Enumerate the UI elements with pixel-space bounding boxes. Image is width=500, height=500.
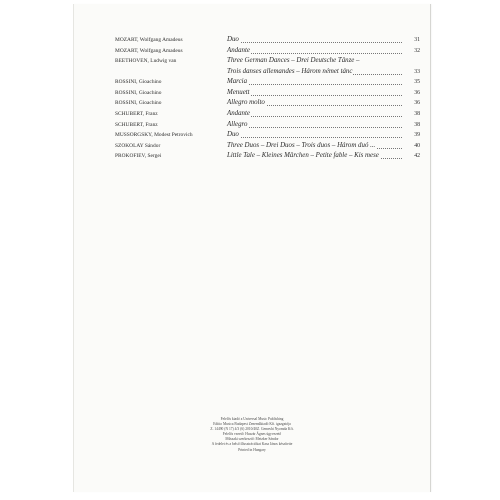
toc-composer: PROKOFIEV, Sergei xyxy=(115,153,162,160)
toc-title-line xyxy=(227,67,420,78)
toc-title-line xyxy=(227,88,420,99)
toc-composer: MOZART, Wolfgang Amadeus xyxy=(115,47,183,54)
dot-leader xyxy=(227,95,402,96)
toc-title-line xyxy=(227,35,420,46)
toc-page-number: 31 xyxy=(406,35,420,46)
imprint-line: Editio Musica Budapest Zeneműkiadó Kft. igazgatója xyxy=(213,422,291,427)
toc-title-text: Menuett xyxy=(227,88,251,99)
toc-title xyxy=(227,120,420,131)
toc-entry xyxy=(115,56,420,77)
toc-title-text: Allegro molto xyxy=(227,98,266,109)
imprint-line: Felelős kiadó a Universal Music Publishing xyxy=(220,417,284,421)
imprint-line: A fedelet és a belső illusztrációkat Kasa János készítette xyxy=(211,442,293,447)
toc-entry xyxy=(115,141,420,152)
toc-title xyxy=(227,141,420,152)
toc-title-line xyxy=(227,98,420,109)
toc-title xyxy=(227,98,420,109)
imprint-line: Printed in Hungary xyxy=(238,447,266,452)
toc-title xyxy=(227,109,420,120)
dot-leader xyxy=(227,127,402,128)
dot-leader xyxy=(227,53,402,54)
imprint-line: Z. 14490 (N 17) 4/3 (6) 2010/40Z. Gemeshi Nyomda Kft. xyxy=(210,427,294,432)
toc-composer: ROSSINI, Gioachino xyxy=(115,100,162,107)
toc-entry xyxy=(115,77,420,88)
toc-title-line xyxy=(227,77,420,88)
toc-page-number: 39 xyxy=(406,130,420,141)
toc-title-text: Three Duos – Drei Duos – Trois duos – Három duó ... xyxy=(227,141,376,152)
toc-page-number: 33 xyxy=(406,67,420,78)
toc-page-number: 35 xyxy=(406,77,420,88)
toc-title-line xyxy=(227,130,420,141)
toc-title-line xyxy=(227,109,420,120)
dot-leader xyxy=(227,116,402,117)
toc-page-number: 38 xyxy=(406,109,420,120)
toc-entry xyxy=(115,46,420,57)
toc-entry xyxy=(115,35,420,46)
toc-title-text: Duo xyxy=(227,130,240,141)
toc-title xyxy=(227,35,420,46)
toc-title-text: Allegro xyxy=(227,120,248,131)
toc-title xyxy=(227,130,420,141)
toc-title-line xyxy=(227,120,420,131)
toc-composer: ROSSINI, Gioachino xyxy=(115,79,162,86)
toc-composer: MUSSORGSKY, Modest Petrovich xyxy=(115,132,193,139)
toc-title-text: Three German Dances – Drei Deutsche Tänze – xyxy=(227,56,361,67)
toc-title-line xyxy=(227,46,420,57)
toc-composer: ROSSINI, Gioachino xyxy=(115,89,162,96)
toc-page-number: 36 xyxy=(406,88,420,99)
toc-title-text: Andante xyxy=(227,109,251,120)
toc-title-line xyxy=(227,56,420,67)
toc-page-number: 42 xyxy=(406,151,420,162)
toc-entry xyxy=(115,98,420,109)
table-of-contents xyxy=(115,35,420,162)
dot-leader xyxy=(227,84,402,85)
toc-page-number: 38 xyxy=(406,120,420,131)
dot-leader xyxy=(227,137,402,138)
toc-title-text: Duo xyxy=(227,35,240,46)
toc-page-number: 32 xyxy=(406,46,420,57)
toc-entry xyxy=(115,151,420,162)
toc-composer: SCHUBERT, Franz xyxy=(115,110,158,117)
toc-title-text: Marcia xyxy=(227,77,248,88)
imprint-line: Felelős vezető: Huszár Ágnes ügyvezető xyxy=(222,432,282,437)
toc-composer: SCHUBERT, Franz xyxy=(115,121,158,128)
imprint-line: Műszaki szerkesztő: Metzker Sándor xyxy=(225,437,279,442)
toc-title-line xyxy=(227,141,420,152)
toc-entry xyxy=(115,130,420,141)
dot-leader xyxy=(227,42,402,43)
toc-composer: BEETHOVEN, Ludwig van xyxy=(115,58,177,65)
toc-entry xyxy=(115,88,420,99)
toc-title-text: Little Tale – Kleines Märchen – Petite fable – Kis mese xyxy=(227,151,380,162)
toc-title xyxy=(227,88,420,99)
publisher-imprint xyxy=(74,417,430,453)
toc-title xyxy=(227,56,420,77)
toc-title xyxy=(227,46,420,57)
toc-title-text: Trois danses allemandes – Három német tánc xyxy=(227,67,353,78)
toc-page-number: 40 xyxy=(406,141,420,152)
toc-composer: MOZART, Wolfgang Amadeus xyxy=(115,37,183,43)
toc-title-text: Andante xyxy=(227,46,251,57)
toc-title-line xyxy=(227,151,420,162)
toc-title xyxy=(227,77,420,88)
toc-entry xyxy=(115,109,420,120)
toc-page-number: 36 xyxy=(406,98,420,109)
toc-composer: SZOKOLAY Sándor xyxy=(115,142,161,149)
toc-entry xyxy=(115,120,420,131)
book-page xyxy=(73,4,431,492)
toc-title xyxy=(227,151,420,162)
